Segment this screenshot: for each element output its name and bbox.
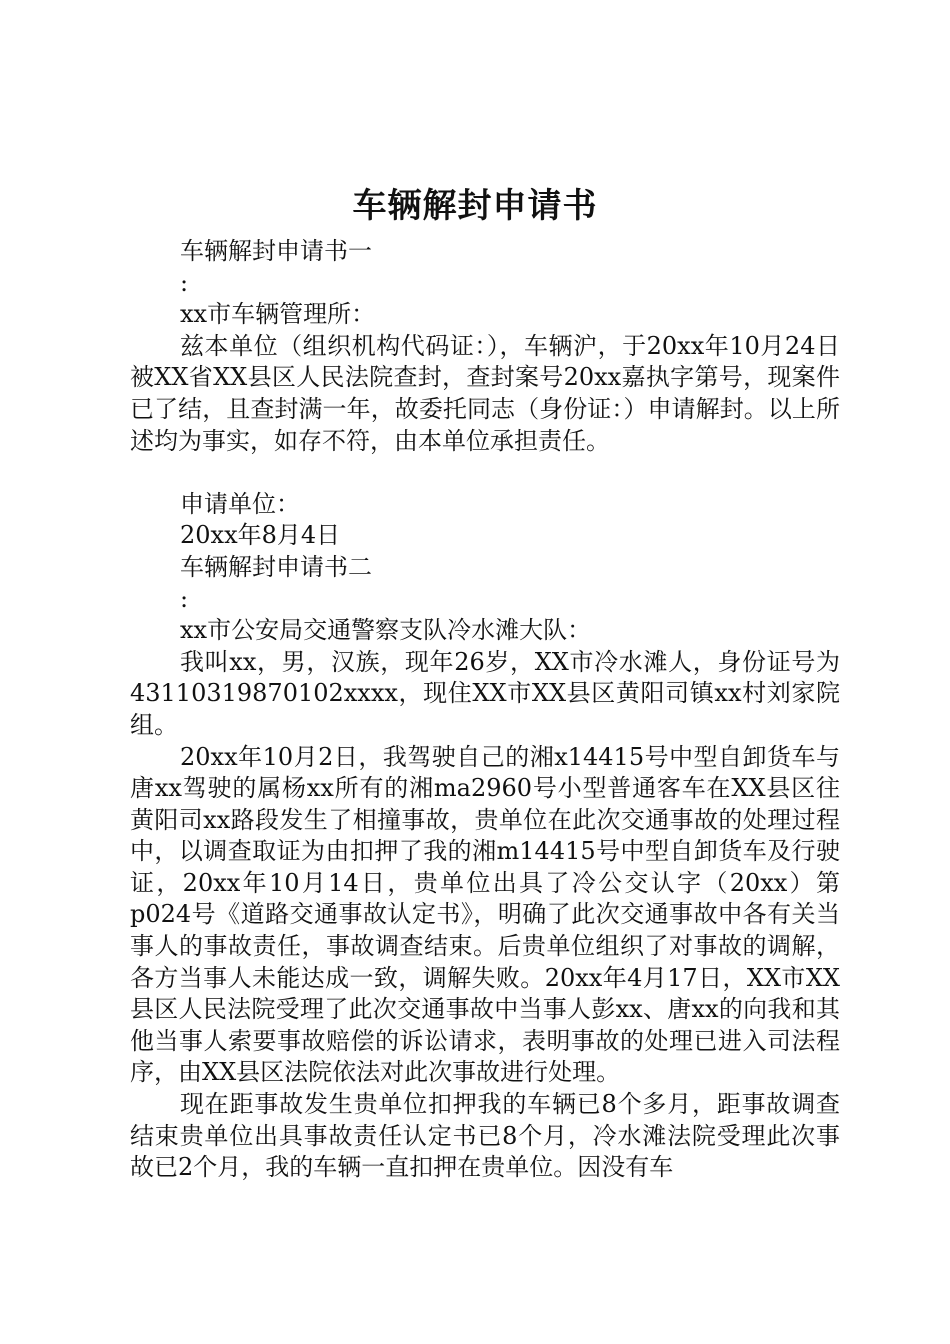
section-1-body: 兹本单位（组织机构代码证：），车辆沪，于20xx年10月24日被XX省XX县区人民法院查封，查封案号20xx嘉执字第号，现案件已了结，且查封满一年，故委托同志（身份证：）申请解封。以上所述均为事实，如存不符，由本单位承担责任。: [130, 331, 840, 455]
section-2-colon: :: [180, 584, 189, 613]
document-title: 车辆解封申请书: [352, 186, 598, 226]
section-1-date: 20xx年8月4日: [180, 521, 341, 550]
section-2-addressee: xx市公安局交通警察支队冷水滩大队：: [180, 616, 592, 645]
section-2-paragraph-2: 20xx年10月2日，我驾驶自己的湘x14415号中型自卸货车与唐xx驾驶的属杨xx所有的湘ma2960号小型普通客车在XX县区往黄阳司xx路段发生了相撞事故，贵单位在此次交通事故的处理过程中，以调查取证为由扣押了我的湘m14415号中型自卸货车及行驶证，20xx年10月14日，贵单位出具了冷公交认字（20xx）第p024号《道路交通事故认定书》，明确了此次交通事故中各有关当事人的事故责任，事故调查结束。后贵单位组织了对事故的调解，各方当事人未能达成一致，调解失败。20xx年4月17日，XX市XX县区人民法院受理了此次交通事故中当事人彭xx、唐xx的向我和其他当事人索要事故赔偿的诉讼请求，表明事故的处理已进入司法程序，由XX县区法院依法对此次事故进行处理。: [130, 742, 840, 1087]
section-2-paragraph-1: 我叫xx，男，汉族，现年26岁，XX市冷水滩人，身份证号为43110319870102xxxx，现住XX市XX县区黄阳司镇xx村刘家院组。: [130, 647, 840, 739]
section-1-heading: 车辆解封申请书一: [180, 237, 372, 265]
section-1-addressee: xx市车辆管理所：: [180, 300, 376, 329]
section-1-signature: 申请单位：: [180, 489, 300, 518]
section-2-paragraph-3: 现在距事故发生贵单位扣押我的车辆已8个多月，距事故调查结束贵单位出具事故责任认定书已8个月，冷水滩法院受理此次事故已2个月，我的车辆一直扣押在贵单位。因没有车: [130, 1090, 840, 1182]
section-1-colon: :: [180, 268, 189, 297]
document-body: [130, 236, 840, 1184]
paragraph-spacer: [130, 457, 840, 489]
section-2-heading: 车辆解封申请书二: [180, 552, 372, 581]
